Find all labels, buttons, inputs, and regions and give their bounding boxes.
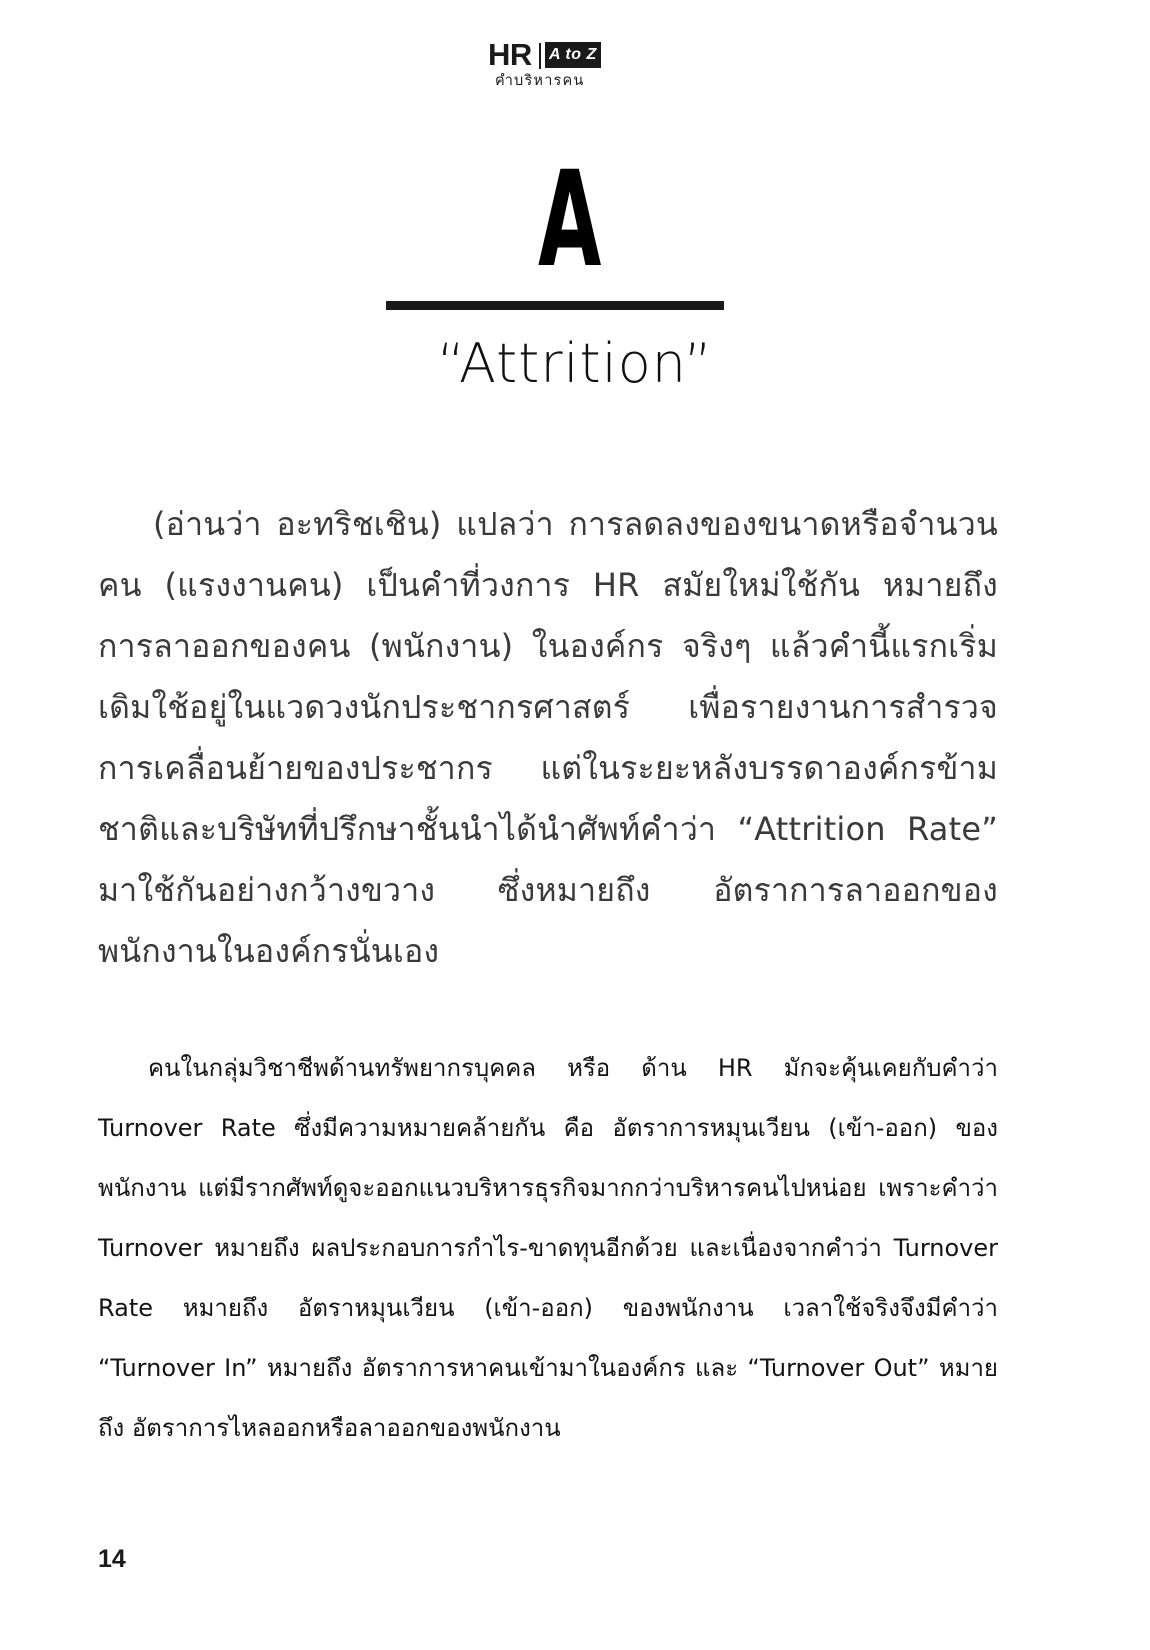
logo-hr-text: HR: [488, 37, 532, 72]
hr-a-to-z-logo: [488, 38, 668, 94]
logo-divider: [539, 43, 541, 69]
entry-term: “Attrition”: [436, 332, 714, 395]
page-number: 14: [98, 1545, 126, 1573]
entry-letter: A: [538, 143, 602, 297]
logo-a-to-z-badge: A to Z: [545, 42, 601, 68]
intro-paragraph: (อ่านว่า อะทริชเชิน) แปลว่า การลดลงของขนาดหรือจำนวนคน (แรงงานคน) เป็นคำที่วงการ HR สมัยใหม่ใช้กัน หมายถึง การลาออกของคน (พนักงาน) ในองค์กร จริงๆ แล้วคำนี้แรกเริ่มเดิมใช้อยู่ในแวดวงนักประชากรศาสตร์ เพื่อรายงานการสำรวจการเคลื่อนย้ายของประชากร แต่ในระยะหลังบรรดาองค์กรข้ามชาติและบริษัทที่ปรึกษาชั้นนำได้นำศัพท์คำว่า “Attrition Rate” มาใช้กันอย่างกว้างขวาง ซึ่งหมายถึง อัตราการลาออกของพนักงานในองค์กรนั่นเอง: [98, 505, 998, 970]
body-paragraph: คนในกลุ่มวิชาชีพด้านทรัพยากรบุคคล หรือ ด้าน HR มักจะคุ้นเคยกับคำว่า Turnover Rate ซึ่งมีความหมายคล้ายกัน คือ อัตราการหมุนเวียน (เข้า-ออก) ของพนักงาน แต่มีรากศัพท์ดูจะออกแนวบริหารธุรกิจมากกว่าบริหารคนไปหน่อย เพราะคำว่า Turnover หมายถึง ผลประกอบการกำไร-ขาดทุนอีกด้วย และเนื่องจากคำว่า Turnover Rate หมายถึง อัตราหมุนเวียน (เข้า-ออก) ของพนักงาน เวลาใช้จริงจึงมีคำว่า “Turnover In” หมายถึง อัตราการหาคนเข้ามาในองค์กร และ “Turnover Out” หมายถึง อัตราการไหลออกหรือลาออกของพนักงาน: [98, 1054, 998, 1442]
logo-subtitle: คำบริหารคน: [495, 73, 585, 89]
title-divider: [386, 301, 724, 310]
